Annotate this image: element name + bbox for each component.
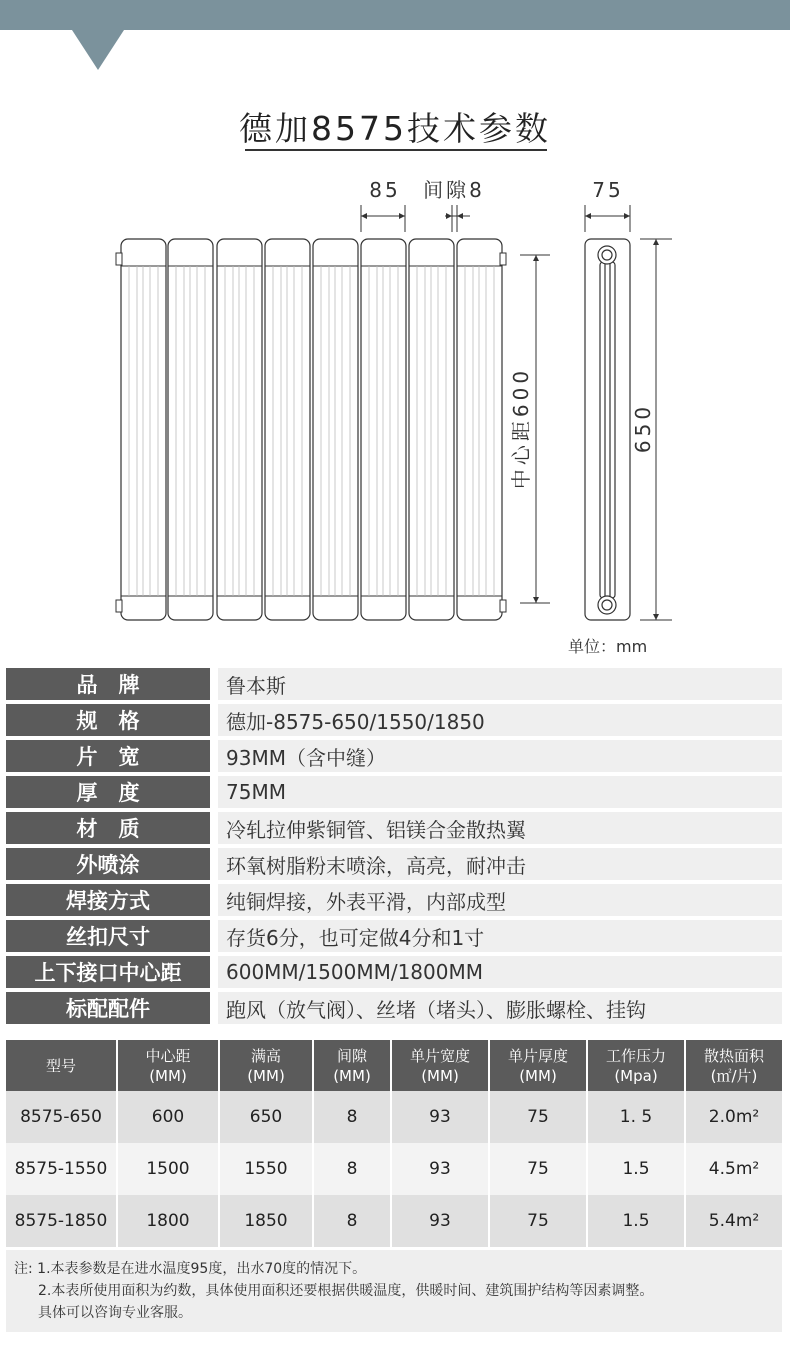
column-header: 单片宽度 (MM)	[392, 1040, 490, 1091]
spec-value: 德加-8575-650/1550/1850	[218, 704, 782, 736]
table-cell: 4.5m²	[686, 1143, 782, 1195]
total-height-label: 650	[631, 402, 655, 454]
table-cell: 93	[392, 1143, 490, 1195]
table-cell: 8	[314, 1143, 392, 1195]
spec-key: 标配配件	[6, 992, 210, 1024]
radiator-diagram	[0, 160, 790, 630]
spec-value: 600MM/1500MM/1800MM	[218, 956, 782, 988]
fin-end-cap	[116, 600, 122, 612]
spec-key: 上下接口中心距	[6, 956, 210, 988]
table-cell: 600	[118, 1091, 220, 1143]
table-header-row	[6, 1040, 782, 1091]
radiator-fin	[361, 239, 406, 620]
model-data-table	[6, 1040, 782, 1247]
spec-key: 焊接方式	[6, 884, 210, 916]
spec-value: 跑风（放气阀）、丝堵（堵头）、膨胀螺栓、挂钩	[218, 992, 782, 1024]
table-cell: 2.0m²	[686, 1091, 782, 1143]
column-header: 散热面积 (㎡/片)	[686, 1040, 782, 1091]
spec-key: 丝扣尺寸	[6, 920, 210, 952]
column-header: 型号	[6, 1040, 118, 1091]
spec-key: 片 宽	[6, 740, 210, 772]
table-cell: 1500	[118, 1143, 220, 1195]
note-line: 2.本表所使用面积为约数，具体使用面积还要根据供暖温度，供暖时间、建筑围护结构等因素调整。	[38, 1283, 654, 1299]
table-cell: 93	[392, 1195, 490, 1247]
spec-key: 规 格	[6, 704, 210, 736]
table-row	[6, 1195, 782, 1247]
column-header: 满高 (MM)	[220, 1040, 314, 1091]
spec-row	[6, 992, 782, 1024]
depth-dimension-label: 75	[592, 178, 624, 202]
table-cell: 5.4m²	[686, 1195, 782, 1247]
radiator-fin	[265, 239, 310, 620]
spec-value: 93MM（含中缝）	[218, 740, 782, 772]
table-cell: 650	[220, 1091, 314, 1143]
notes-box	[6, 1250, 782, 1332]
table-cell: 1.5	[588, 1143, 686, 1195]
banner-notch	[72, 30, 124, 70]
radiator-fin	[168, 239, 213, 620]
spec-value: 纯铜焊接，外表平滑，内部成型	[218, 884, 782, 916]
spec-value: 冷轧拉伸紫铜管、铝镁合金散热翼	[218, 812, 782, 844]
table-row	[6, 1091, 782, 1143]
center-distance-label: 中心距600	[509, 366, 533, 490]
note-line: 注: 1.本表参数是在进水温度95度，出水70度的情况下。	[14, 1261, 367, 1277]
radiator-fin	[217, 239, 262, 620]
spec-key: 厚 度	[6, 776, 210, 808]
note-line: 具体可以咨询专业客服。	[38, 1305, 192, 1321]
table-cell: 1.5	[588, 1195, 686, 1247]
column-header: 间隙 (MM)	[314, 1040, 392, 1091]
spec-row	[6, 776, 782, 808]
spec-row	[6, 848, 782, 880]
table-cell: 1550	[220, 1143, 314, 1195]
table-cell: 8575-1850	[6, 1195, 118, 1247]
spec-row	[6, 704, 782, 736]
spec-row	[6, 812, 782, 844]
spec-value: 鲁本斯	[218, 668, 782, 700]
spec-key: 品 牌	[6, 668, 210, 700]
radiator-fin	[457, 239, 502, 620]
column-header: 单片厚度 (MM)	[490, 1040, 588, 1091]
table-cell: 75	[490, 1195, 588, 1247]
unit-label: 单位：mm	[568, 637, 648, 656]
table-cell: 75	[490, 1143, 588, 1195]
radiator-fin	[121, 239, 166, 620]
radiator-fin	[409, 239, 454, 620]
spec-value: 75MM	[218, 776, 782, 808]
table-cell: 75	[490, 1091, 588, 1143]
table-cell: 8575-650	[6, 1091, 118, 1143]
column-header: 中心距 (MM)	[118, 1040, 220, 1091]
spec-value: 环氧树脂粉末喷涂，高亮，耐冲击	[218, 848, 782, 880]
table-cell: 93	[392, 1091, 490, 1143]
column-header: 工作压力 (Mpa)	[588, 1040, 686, 1091]
spec-row	[6, 884, 782, 916]
table-row	[6, 1143, 782, 1195]
table-cell: 8575-1550	[6, 1143, 118, 1195]
table-cell: 1850	[220, 1195, 314, 1247]
top-banner	[0, 0, 790, 30]
page-title: 德加8575技术参数	[239, 109, 551, 148]
table-cell: 8	[314, 1195, 392, 1247]
table-cell: 1800	[118, 1195, 220, 1247]
radiator-fin	[313, 239, 358, 620]
spec-row	[6, 668, 782, 700]
fin-end-cap	[500, 600, 506, 612]
spec-row	[6, 740, 782, 772]
spec-key: 材 质	[6, 812, 210, 844]
width-dimension-label: 85	[369, 178, 401, 202]
table-cell: 1. 5	[588, 1091, 686, 1143]
radiator-front-view	[116, 239, 506, 620]
fin-end-cap	[116, 253, 122, 265]
radiator-side-view	[585, 239, 630, 620]
gap-dimension-label: 间隙8	[423, 178, 485, 202]
table-cell: 8	[314, 1091, 392, 1143]
spec-row	[6, 956, 782, 988]
spec-table	[6, 668, 782, 1028]
spec-value: 存货6分，也可定做4分和1寸	[218, 920, 782, 952]
spec-row	[6, 920, 782, 952]
spec-key: 外喷涂	[6, 848, 210, 880]
title-underline	[245, 149, 547, 151]
fin-end-cap	[500, 253, 506, 265]
